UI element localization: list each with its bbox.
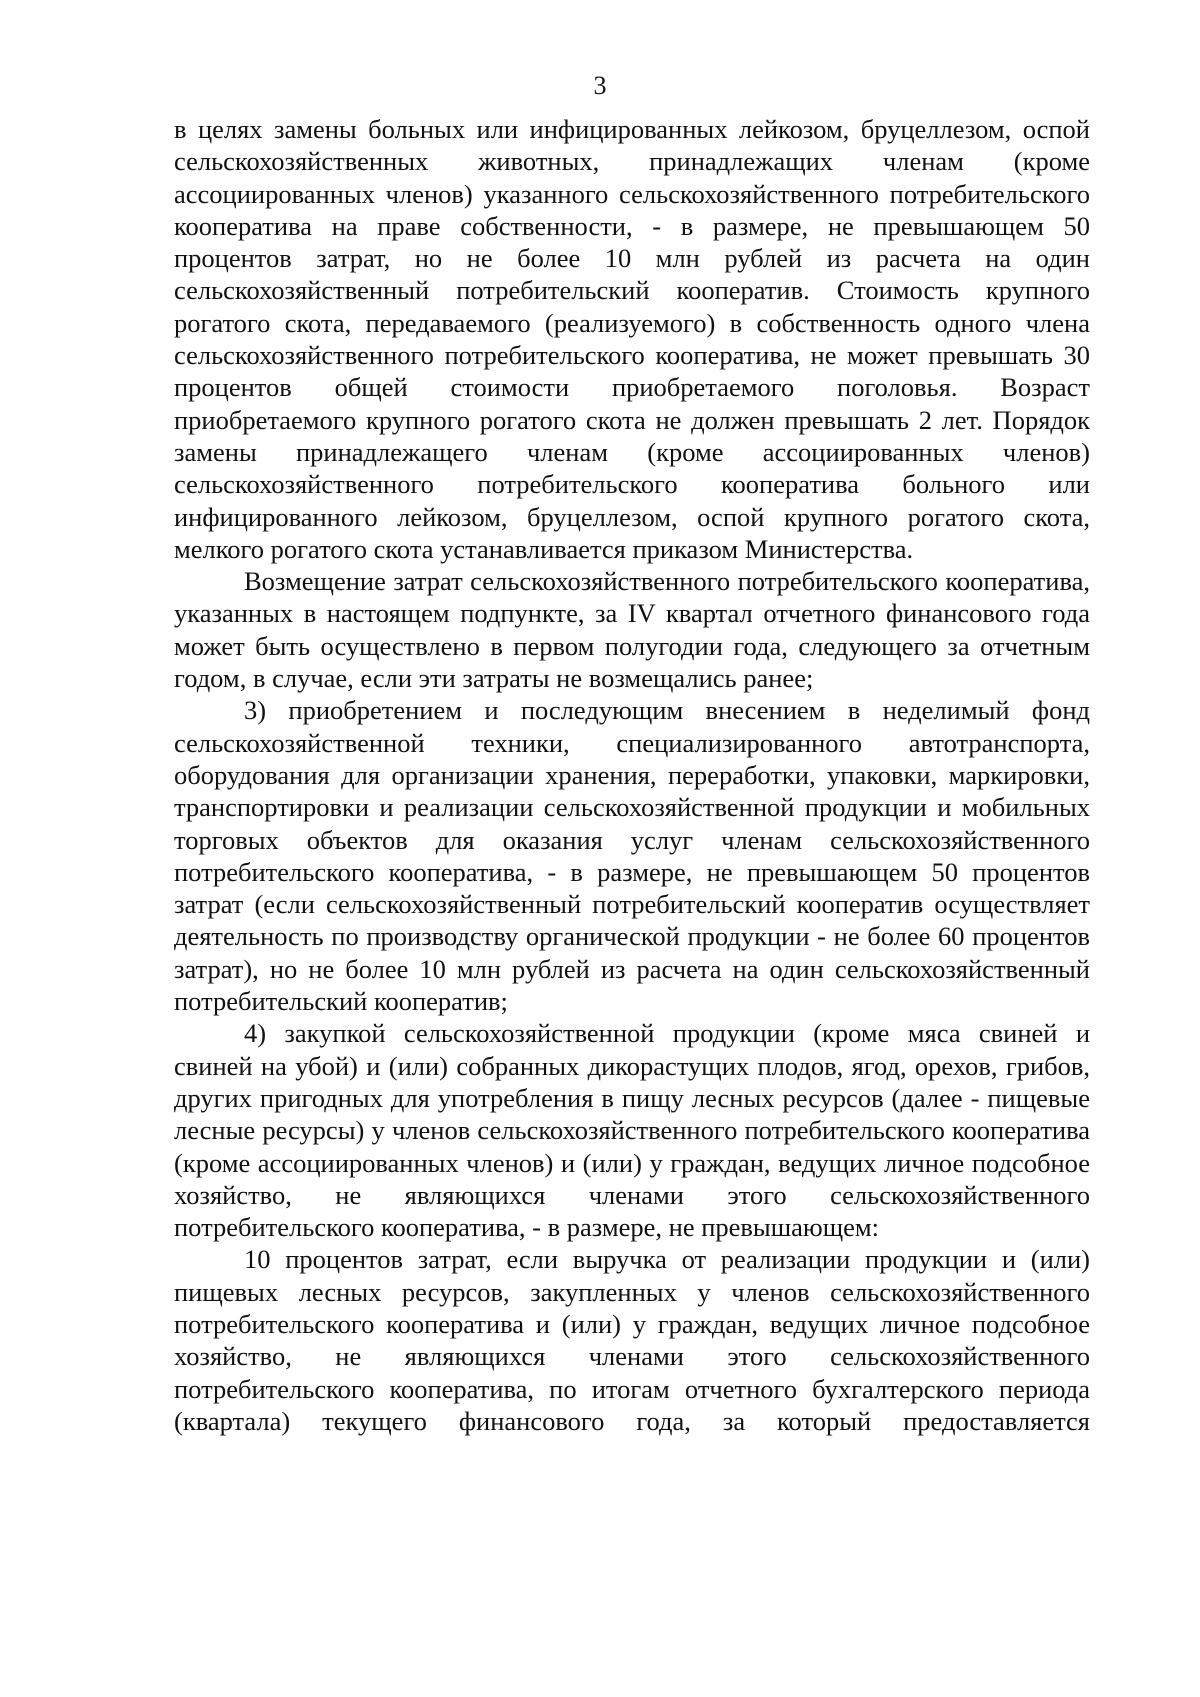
page-number: 3: [593, 71, 607, 100]
paragraph-ten-percent-costs: 10 процентов затрат, если выручка от реализации продукции и (или) пищевых лесных ресурсов, закупленных у членов сельскохозяйственного потребительского кооператива и (или) у граждан, ведущих личное подсобное хозяйство, не являющихся членами этого сельскохозяйственного потребительского кооператива, по итогам отчетного бухгалтерского периода (квартала) текущего финансового года, за который предоставляется: [174, 1244, 1090, 1436]
paragraph-replacement-of-sick-livestock: в целях замены больных или инфицированных лейкозом, бруцеллезом, оспой сельскохозяйственных животных, принадлежащих членам (кроме ассоциированных членов) указанного сельскохозяйственного потребительского кооператива на праве собственности, - в размере, не превышающем 50 процентов затрат, но не более 10 млн рублей из расчета на один сельскохозяйственный потребительский кооператив. Стоимость крупного рогатого скота, передаваемого (реализуемого) в собственность одного члена сельскохозяйственного потребительского кооператива, не может превышать 30 процентов общей стоимости приобретаемого поголовья. Возраст приобретаемого крупного рогатого скота не должен превышать 2 лет. Порядок замены принадлежащего членам (кроме ассоциированных членов) сельскохозяйственного потребительского кооператива больного или инфицированного лейкозом, бруцеллезом, оспой крупного рогатого скота, мелкого рогатого скота устанавливается приказом Министерства.: [174, 114, 1090, 564]
paragraph-q4-reimbursement: Возмещение затрат сельскохозяйственного потребительского кооператива, указанных в настоящем подпункте, за IV квартал отчетного финансового года может быть осуществлено в первом полугодии года, следующего за отчетным годом, в случае, если эти затраты не возмещались ранее;: [174, 566, 1090, 694]
paragraph-item-4-product-procurement: 4) закупкой сельскохозяйственной продукции (кроме мяса свиней и свиней на убой) и (или) собранных дикорастущих плодов, ягод, орехов, грибов, других пригодных для употребления в пищу лесных ресурсов (далее - пищевые лесные ресурсы) у членов сельскохозяйственного потребительского кооператива (кроме ассоциированных членов) и (или) у граждан, ведущих личное подсобное хозяйство, не являющихся членами этого сельскохозяйственного потребительского кооператива, - в размере, не превышающем:: [174, 1018, 1090, 1243]
paragraph-item-3-equipment-purchase: 3) приобретением и последующим внесением в неделимый фонд сельскохозяйственной техники, специализированного автотранспорта, оборудования для организации хранения, переработки, упаковки, маркировки, транспортировки и реализации сельскохозяйственной продукции и мобильных торговых объектов для оказания услуг членам сельскохозяйственного потребительского кооператива, - в размере, не превышающем 50 процентов затрат (если сельскохозяйственный потребительский кооператив осуществляет деятельность по производству органической продукции - не более 60 процентов затрат), но не более 10 млн рублей из расчета на один сельскохозяйственный потребительский кооператив;: [174, 695, 1090, 1017]
document-body: [174, 113, 1090, 1437]
